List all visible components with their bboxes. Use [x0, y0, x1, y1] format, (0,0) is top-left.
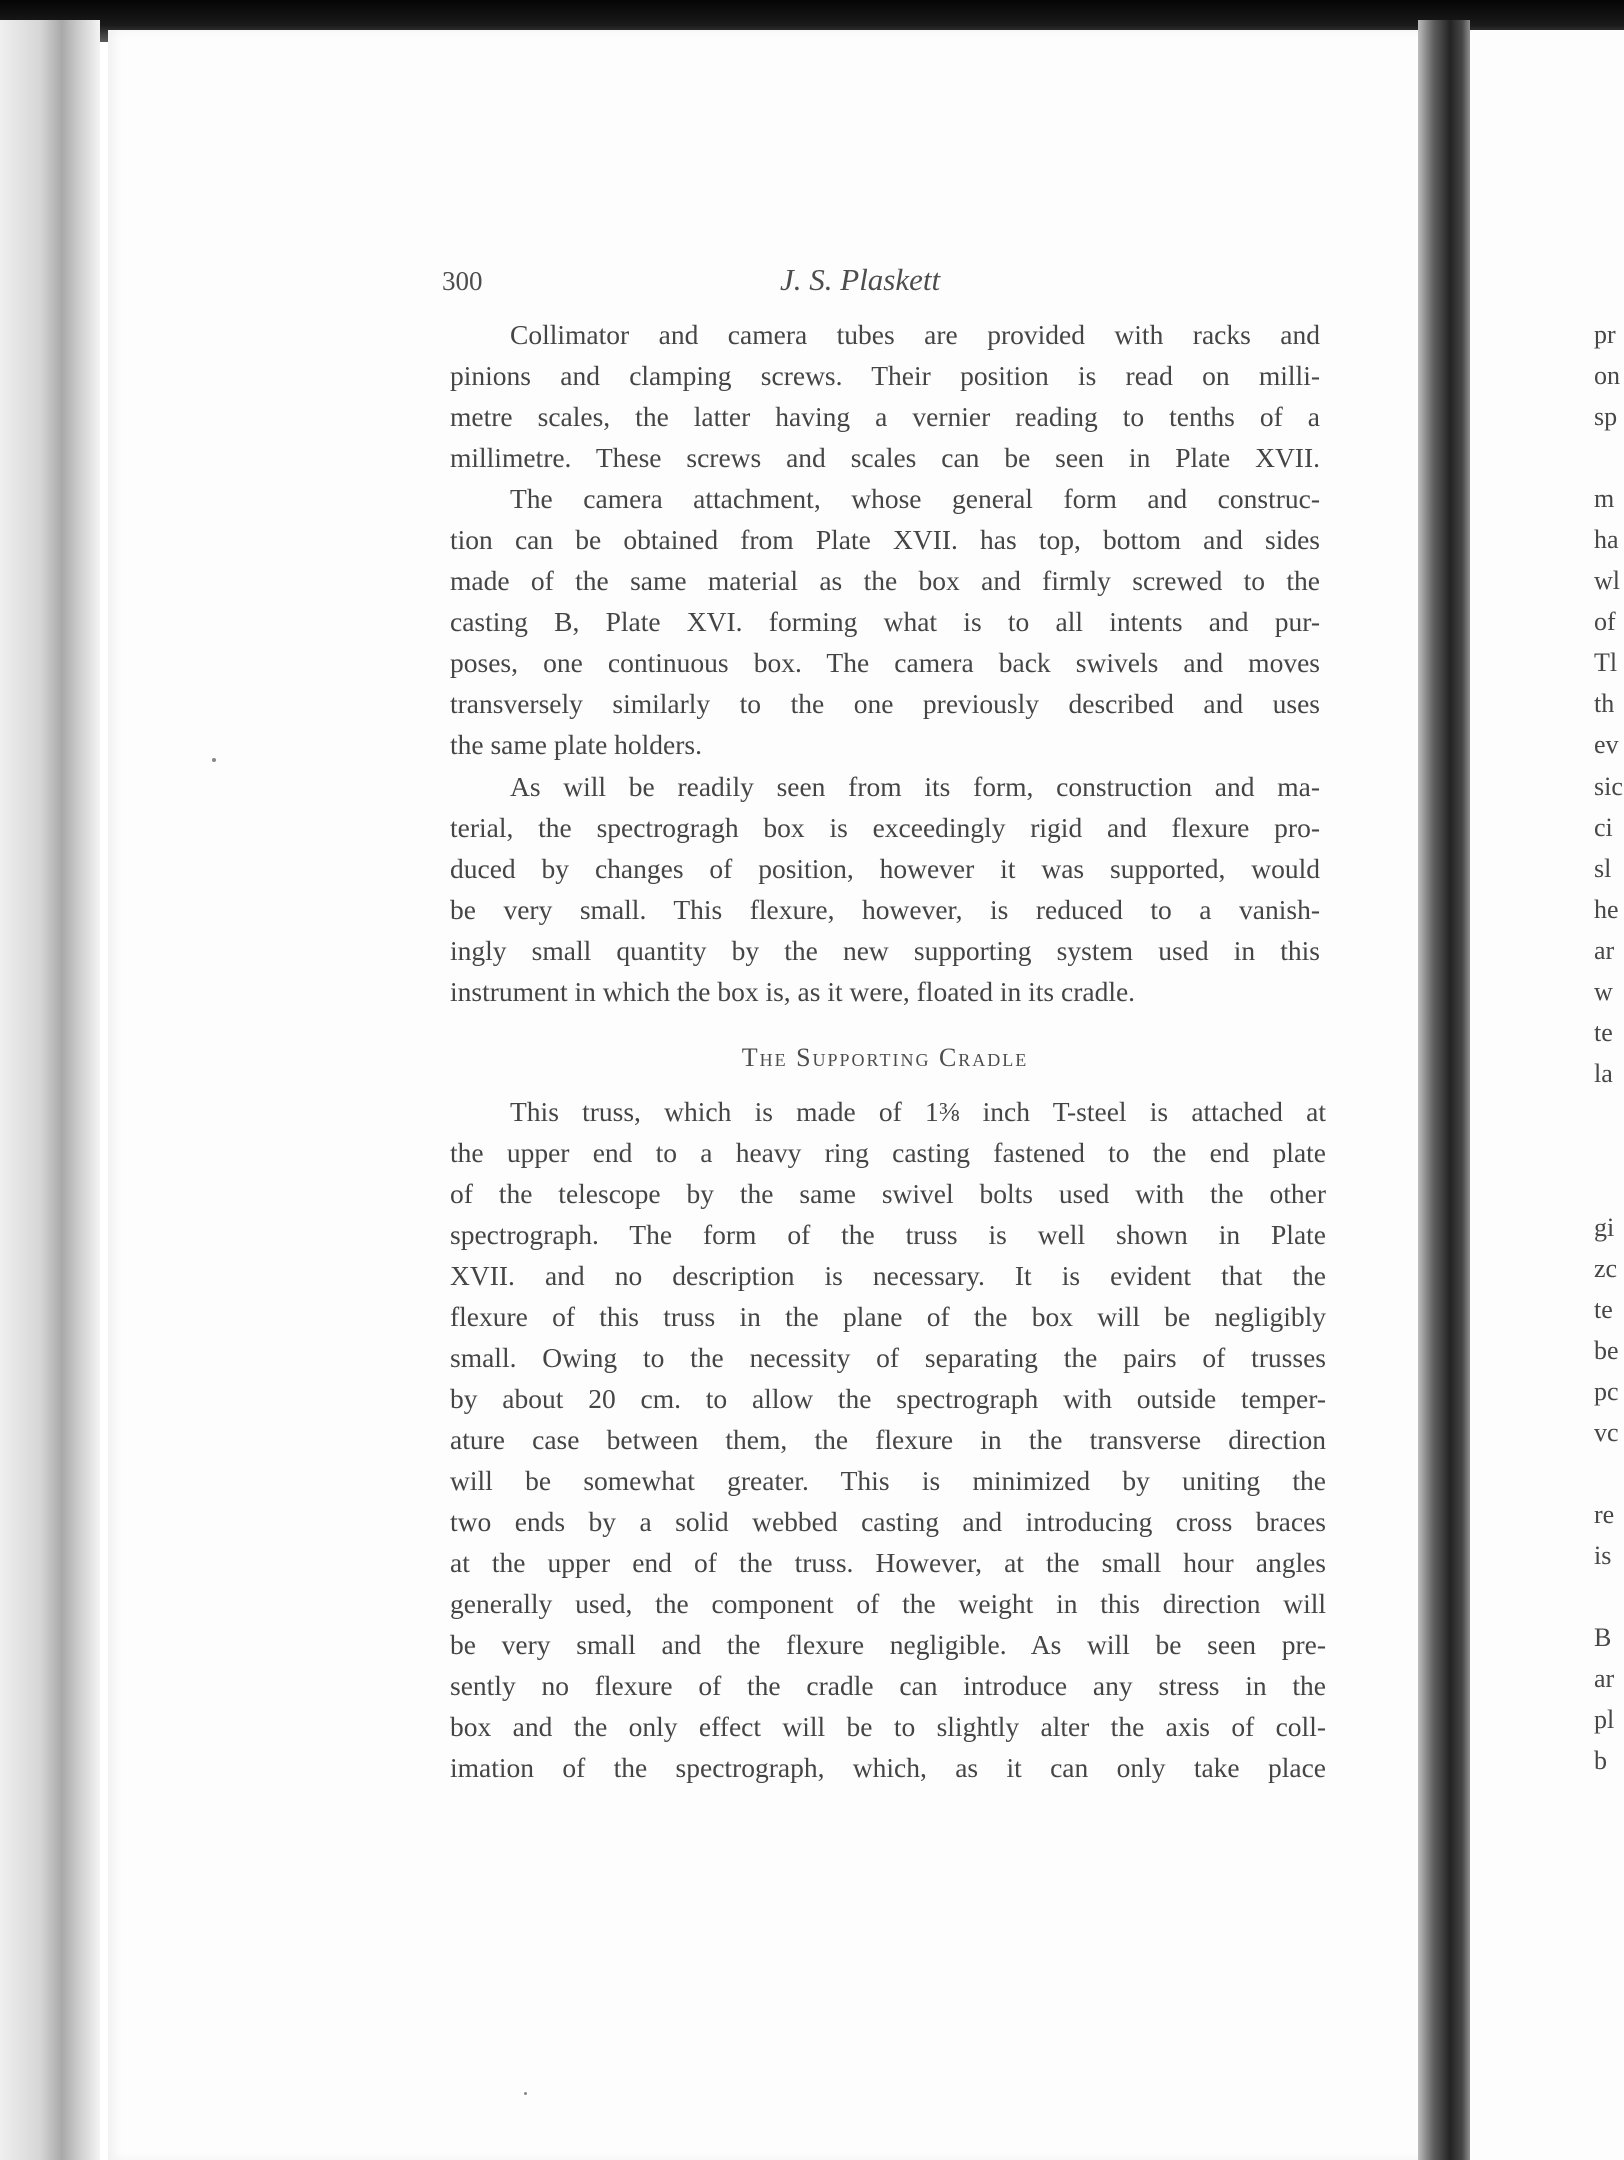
facing-page-fragment: B: [1594, 1623, 1612, 1652]
text-line: the same plate holders.: [450, 729, 702, 760]
facing-page-fragment: b: [1594, 1746, 1607, 1775]
text-line: sently no flexure of the cradle can introduce any stress in the: [450, 1670, 1326, 1701]
text-line: pinions and clamping screws. Their position is read on milli-: [450, 360, 1320, 391]
text-line: be very small. This flexure, however, is reduced to a vanish-: [450, 894, 1320, 925]
text-line: Collimator and camera tubes are provided with racks and: [510, 319, 1320, 350]
text-line: flexure of this truss in the plane of the box will be negligibly: [450, 1301, 1326, 1332]
facing-page-fragment: pr: [1594, 320, 1616, 349]
section-heading: The Supporting Cradle: [741, 1043, 1029, 1072]
text-line: The camera attachment, whose general form and construc-: [510, 483, 1320, 514]
text-line: This truss, which is made of 1⅜ inch T-steel is attached at: [510, 1096, 1326, 1127]
facing-page-fragment: ar: [1594, 936, 1615, 965]
facing-page-fragment: he: [1594, 895, 1619, 924]
text-line: the upper end to a heavy ring casting fastened to the end plate: [450, 1137, 1326, 1168]
text-line: ingly small quantity by the new supporting system used in this: [450, 935, 1320, 966]
page-stack-edge: [0, 20, 100, 2160]
page-number: 300: [442, 266, 483, 296]
facing-page-fragment: w: [1594, 977, 1613, 1006]
facing-page-fragment: ev: [1594, 730, 1619, 759]
dust-speck: [212, 758, 216, 762]
text-line: poses, one continuous box. The camera back swivels and moves: [450, 647, 1320, 678]
facing-page-fragment: Tl: [1594, 648, 1618, 677]
facing-page-fragment: te: [1594, 1295, 1613, 1324]
facing-page-fragment: sp: [1594, 402, 1618, 431]
text-line: be very small and the flexure negligible. As will be seen pre-: [450, 1629, 1326, 1660]
facing-page-fragment: th: [1594, 689, 1615, 718]
text-line: two ends by a solid webbed casting and introducing cross braces: [450, 1506, 1326, 1537]
facing-page-fragment: ar: [1594, 1664, 1615, 1693]
dust-speck: [524, 2092, 527, 2095]
facing-page-fragment: is: [1594, 1541, 1612, 1570]
facing-page-fragment: zc: [1594, 1254, 1618, 1283]
text-line: box and the only effect will be to slightly alter the axis of coll-: [450, 1711, 1326, 1742]
text-line: will be somewhat greater. This is minimized by uniting the: [450, 1465, 1326, 1496]
text-line: transversely similarly to the one previously described and uses: [450, 688, 1320, 719]
facing-page-fragment: be: [1594, 1336, 1619, 1365]
facing-page-fragment: la: [1594, 1059, 1613, 1088]
text-line: instrument in which the box is, as it were, floated in its cradle.: [450, 976, 1136, 1007]
text-line: of the telescope by the same swivel bolts used with the other: [450, 1178, 1326, 1209]
facing-page-fragment: ci: [1594, 813, 1613, 842]
text-line: made of the same material as the box and firmly screwed to the: [450, 565, 1320, 596]
facing-page-fragment: pc: [1594, 1377, 1619, 1406]
text-line: small. Owing to the necessity of separating the pairs of trusses: [450, 1342, 1326, 1373]
running-head: J. S. Plaskett: [780, 262, 941, 297]
text-line: by about 20 cm. to allow the spectrograph with outside temper-: [450, 1383, 1326, 1414]
facing-page-fragment: vc: [1594, 1418, 1619, 1447]
facing-page-fragment: m: [1594, 484, 1615, 513]
facing-page-fragment: re: [1594, 1500, 1615, 1529]
text-line: spectrograph. The form of the truss is well shown in Plate: [450, 1219, 1326, 1250]
facing-page-fragment: sic: [1594, 772, 1623, 801]
text-line: imation of the spectrograph, which, as it can only take place: [450, 1752, 1326, 1783]
text-line: generally used, the component of the weight in this direction will: [450, 1588, 1326, 1619]
text-line: at the upper end of the truss. However, at the small hour angles: [450, 1547, 1326, 1578]
facing-page-fragment: gi: [1594, 1213, 1615, 1242]
facing-page-fragment: wl: [1594, 566, 1620, 595]
text-line: millimetre. These screws and scales can be seen in Plate XVII.: [450, 442, 1320, 473]
text-line: duced by changes of position, however it was supported, would: [450, 853, 1320, 884]
text-line: XVII. and no description is necessary. It is evident that the: [450, 1260, 1326, 1291]
facing-page-fragment: pl: [1594, 1705, 1615, 1734]
facing-page-fragment: of: [1594, 607, 1616, 636]
text-line: casting B, Plate XVI. forming what is to all intents and pur-: [450, 606, 1320, 637]
text-line: terial, the spectrogragh box is exceedingly rigid and flexure pro-: [450, 812, 1320, 843]
book-gutter: [1418, 20, 1470, 2160]
text-line: metre scales, the latter having a vernier reading to tenths of a: [450, 401, 1320, 432]
facing-page-fragment: sl: [1594, 854, 1612, 883]
facing-page-fragment: te: [1594, 1018, 1613, 1047]
facing-page-fragment: ha: [1594, 525, 1619, 554]
text-line: As will be readily seen from its form, construction and ma-: [510, 771, 1320, 802]
facing-page-fragment: on: [1594, 361, 1620, 390]
text-line: ature case between them, the flexure in the transverse direction: [450, 1424, 1326, 1455]
text-line: tion can be obtained from Plate XVII. has top, bottom and sides: [450, 524, 1320, 555]
